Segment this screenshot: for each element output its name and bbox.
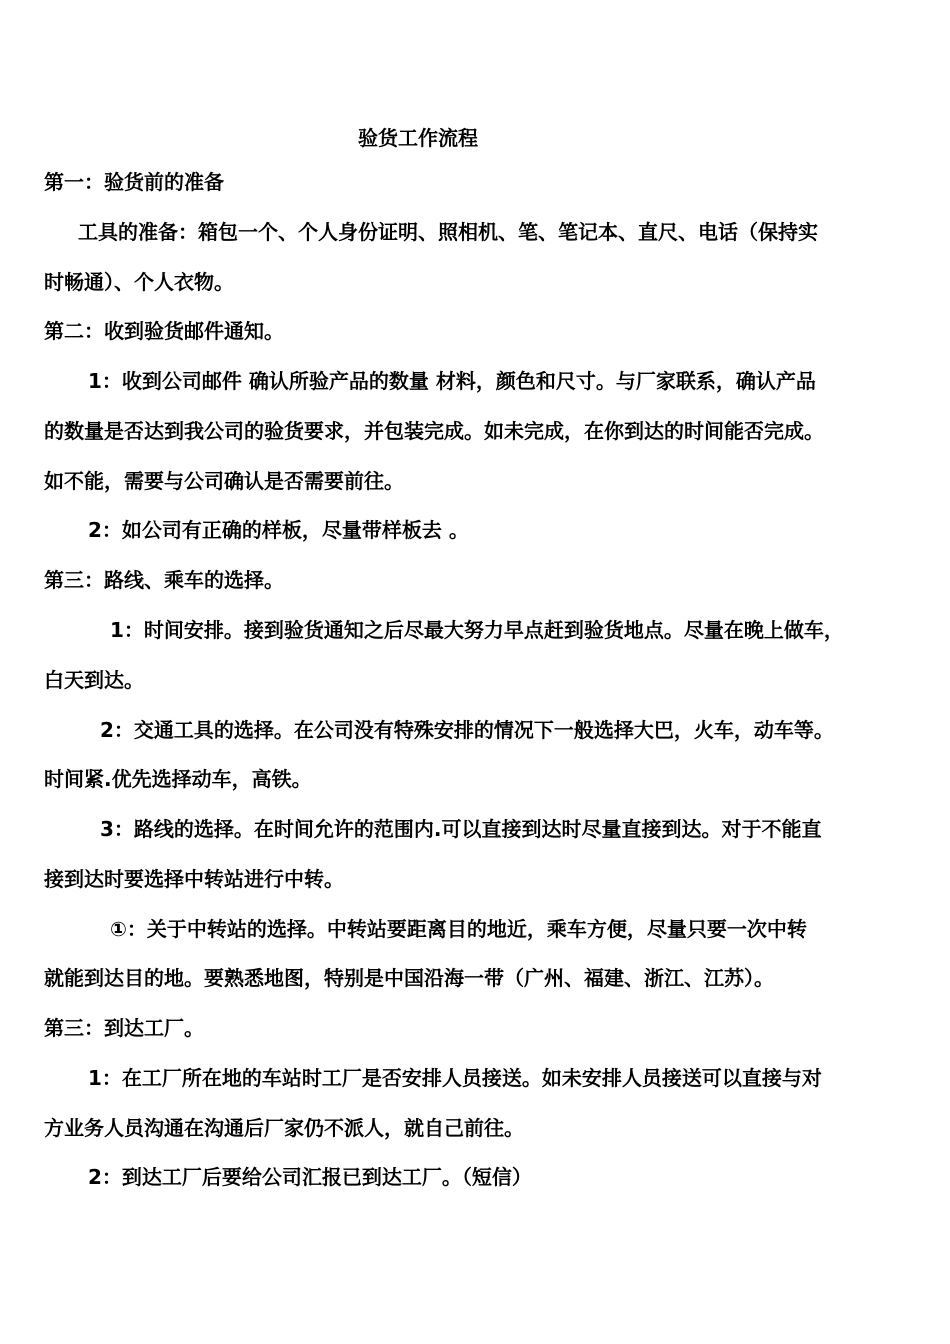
paragraph-line: 1：在工厂所在地的车站时工厂是否安排人员接送。如未安排人员接送可以直接与对 <box>88 1066 822 1090</box>
paragraph-line: 2：到达工厂后要给公司汇报已到达工厂。（短信） <box>88 1165 532 1189</box>
paragraph-line: 方业务人员沟通在沟通后厂家仍不派人，就自己前往。 <box>44 1116 524 1140</box>
paragraph-line: 工具的准备：箱包一个、个人身份证明、照相机、笔、笔记本、直尺、电话（保持实 <box>78 220 818 244</box>
paragraph-line: 时间紧.优先选择动车，高铁。 <box>44 767 312 791</box>
paragraph-line: 2：交通工具的选择。在公司没有特殊安排的情况下一般选择大巴，火车，动车等。 <box>100 718 834 742</box>
section-heading-4: 第三：到达工厂。 <box>44 1016 204 1040</box>
paragraph-line: 2：如公司有正确的样板，尽量带样板去 。 <box>88 518 469 542</box>
paragraph-line: 白天到达。 <box>44 668 144 692</box>
paragraph-line: 3：路线的选择。在时间允许的范围内.可以直接到达时尽量直接到达。对于不能直 <box>100 817 822 841</box>
section-heading-3: 第三：路线、乘车的选择。 <box>44 568 284 592</box>
paragraph-line: 如不能，需要与公司确认是否需要前往。 <box>44 469 404 493</box>
paragraph-line: 接到达时要选择中转站进行中转。 <box>44 867 344 891</box>
paragraph-line: 就能到达目的地。要熟悉地图，特别是中国沿海一带（广州、福建、浙江、江苏）。 <box>44 966 774 990</box>
document-title: 验货工作流程 <box>358 126 478 150</box>
paragraph-line: 时畅通）、个人衣物。 <box>44 270 234 294</box>
paragraph-line: ①：关于中转站的选择。中转站要距离目的地近，乘车方便，尽量只要一次中转 <box>110 917 807 941</box>
paragraph-line: 1：时间安排。接到验货通知之后尽最大努力早点赶到验货地点。尽量在晚上做车， <box>110 618 844 642</box>
paragraph-line: 的数量是否达到我公司的验货要求，并包装完成。如未完成，在你到达的时间能否完成。 <box>44 419 824 443</box>
section-heading-2: 第二：收到验货邮件通知。 <box>44 319 284 343</box>
section-heading-1: 第一：验货前的准备 <box>44 170 224 194</box>
paragraph-line: 1：收到公司邮件 确认所验产品的数量 材料，颜色和尺寸。与厂家联系，确认产品 <box>88 369 816 393</box>
